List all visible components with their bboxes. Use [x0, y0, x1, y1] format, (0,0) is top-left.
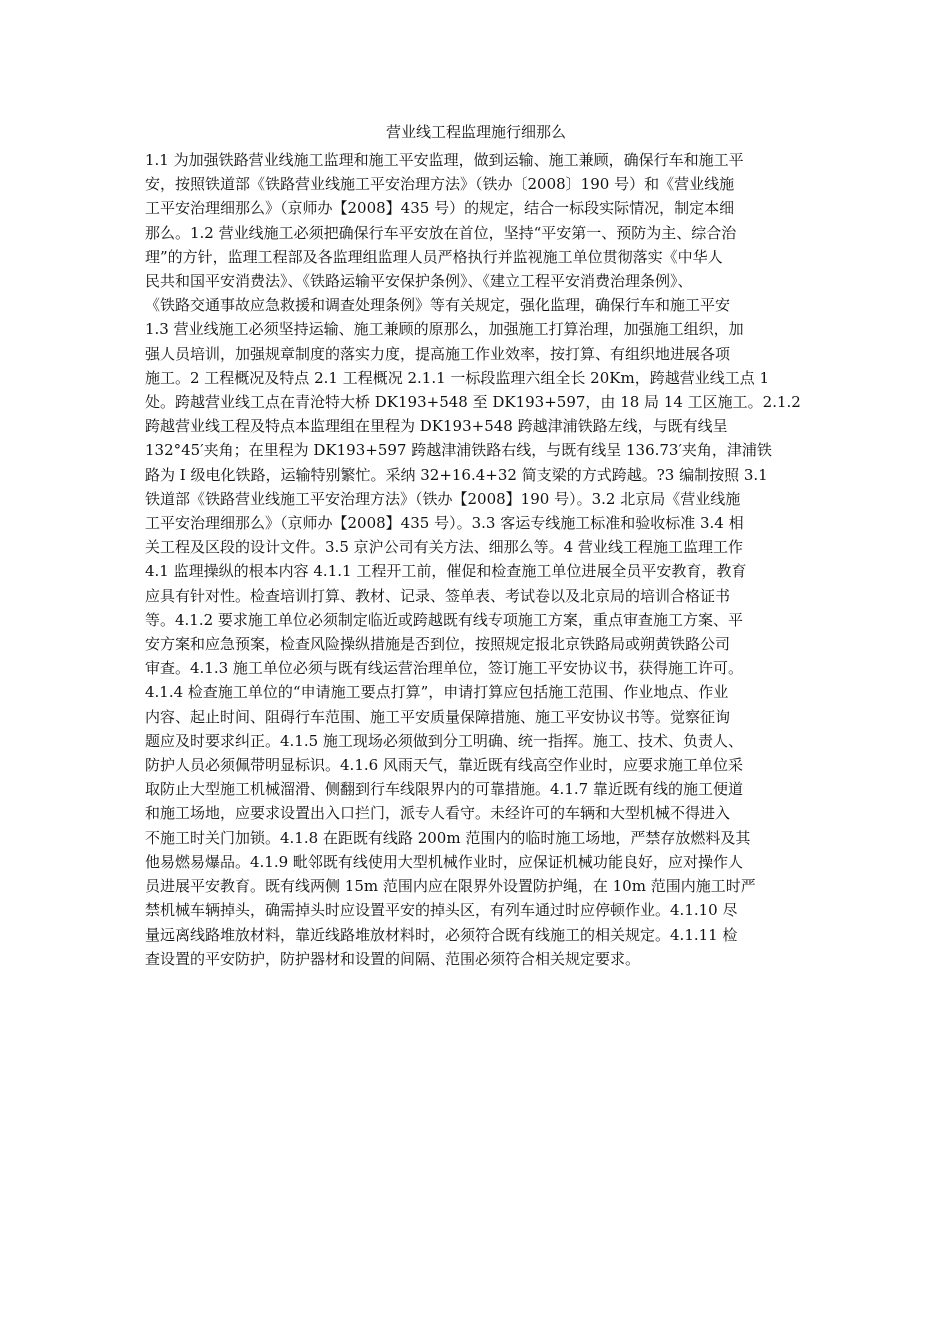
body-text-line: 题应及时要求纠正。4.1.5 施工现场必须做到分工明确、统一指挥。施工、技术、负责人、: [145, 731, 743, 750]
body-text-line: 《铁路交通事故应急救援和调查处理条例》等有关规定，强化监理，确保行车和施工平安: [145, 296, 731, 315]
body-text-line: 那么。1.2 营业线施工必须把确保行车平安放在首位，坚持“平安第一、预防为主、综合治: [145, 223, 737, 242]
body-text-line: 1.1 为加强铁路营业线施工监理和施工平安监理，做到运输、施工兼顾，确保行车和施工平: [145, 151, 744, 169]
body-text-line: 不施工时关门加锁。4.1.8 在距既有线路 200m 范围内的临时施工场地，严禁存放燃料及其: [145, 828, 751, 847]
body-text-line: 和施工场地，应要求设置出入口拦门，派专人看守。未经许可的车辆和大型机械不得进入: [145, 804, 731, 823]
body-text-line: 施工。2 工程概况及特点 2.1 工程概况 2.1.1 一标段监理六组全长 20Km，跨越营业线工点 1: [145, 368, 770, 387]
body-text-line: 取防止大型施工机械溜滑、侧翻到行车线限界内的可靠措施。4.1.7 靠近既有线的施工便道: [145, 780, 743, 799]
body-text-line: 关工程及区段的设计文件。3.5 京沪公司有关方法、细那么等。4 营业线工程施工监理工作: [145, 538, 743, 557]
body-text-line: 查设置的平安防护，防护器材和设置的间隔、范围必须符合相关规定要求。: [145, 949, 641, 968]
body-text-line: 工平安治理细那么》（京师办【2008】435 号）。3.3 客运专线施工标准和验收标准 3.4 相: [145, 514, 744, 533]
body-text-line: 他易燃易爆品。4.1.9 毗邻既有线使用大型机械作业时，应保证机械功能良好，应对操作人: [145, 852, 743, 871]
body-text-line: 员进展平安教育。既有线两侧 15m 范围内应在限界外设置防护绳，在 10m 范围内施工时严: [145, 877, 756, 896]
body-text-line: 等。4.1.2 要求施工单位必须制定临近或跨越既有线专项施工方案，重点审查施工方案、平: [145, 610, 743, 629]
body-text-line: 处。跨越营业线工点在青沧特大桥 DK193+548 至 DK193+597，由 18 局 14 工区施工。2.1.2: [145, 393, 801, 412]
body-text-line: 4.1.4 检查施工单位的“申请施工要点打算”，申请打算应包括施工范围、作业地点、作业: [145, 683, 729, 702]
body-text-line: 安方案和应急预案，检查风险操纵措施是否到位，按照规定报北京铁路局或朔黄铁路公司: [145, 635, 731, 654]
body-text-line: 应具有针对性。检查培训打算、教材、记录、签单表、考试卷以及北京局的培训合格证书: [145, 586, 731, 605]
body-text-line: 跨越营业线工程及特点本监理组在里程为 DK193+548 跨越津浦铁路左线，与既有线呈: [145, 417, 728, 436]
document-title: 营业线工程监理施行细那么: [385, 123, 566, 141]
body-text-line: 1.3 营业线施工必须坚持运输、施工兼顾的原那么，加强施工打算治理，加强施工组织，加: [145, 320, 744, 339]
body-text-line: 审查。4.1.3 施工单位必须与既有线运营治理单位，签订施工平安协议书，获得施工许可。: [145, 659, 743, 678]
document-body: [145, 148, 815, 971]
body-text-line: 工平安治理细那么》（京师办【2008】435 号）的规定，结合一标段实际情况，制定本细: [145, 199, 735, 218]
body-text-line: 铁道部《铁路营业线施工平安治理方法》（铁办【2008】190 号）。3.2 北京局《营业线施: [145, 489, 741, 508]
body-text-line: 强人员培训，加强规章制度的落实力度，提高施工作业效率，按打算、有组织地进展各项: [145, 344, 731, 363]
body-text-line: 防护人员必须佩带明显标识。4.1.6 风雨天气，靠近既有线高空作业时，应要求施工单位采: [145, 756, 743, 775]
body-text-line: 内容、起止时间、阻碍行车范围、施工平安质量保障措施、施工平安协议书等。觉察征询: [145, 707, 731, 726]
body-text-line: 4.1 监理操纵的根本内容 4.1.1 工程开工前，催促和检查施工单位进展全员平安教育，教育: [145, 562, 747, 581]
body-text-line: 理”的方针，监理工程部及各监理组监理人员严格执行并监视施工单位贯彻落实《中华人: [145, 247, 723, 266]
body-text-line: 禁机械车辆掉头，确需掉头时应设置平安的掉头区，有列车通过时应停顿作业。4.1.10 尽: [145, 901, 738, 920]
body-text-line: 量远离线路堆放材料，靠近线路堆放材料时，必须符合既有线施工的相关规定。4.1.11 检: [145, 925, 738, 944]
body-text-line: 安，按照铁道部《铁路营业线施工平安治理方法》（铁办〔2008〕190 号）和《营业线施: [145, 175, 735, 194]
body-text-line: 民共和国平安消费法》、《铁路运输平安保护条例》、《建立工程平安消费治理条例》、: [145, 272, 693, 291]
body-text-line: 132°45′夹角；在里程为 DK193+597 跨越津浦铁路右线，与既有线呈 136.73′夹角，津浦铁: [145, 441, 772, 460]
body-text-line: 路为 I 级电化铁路，运输特别繁忙。采纳 32+16.4+32 简支梁的方式跨越。?3 编制按照 3.1: [145, 465, 768, 484]
